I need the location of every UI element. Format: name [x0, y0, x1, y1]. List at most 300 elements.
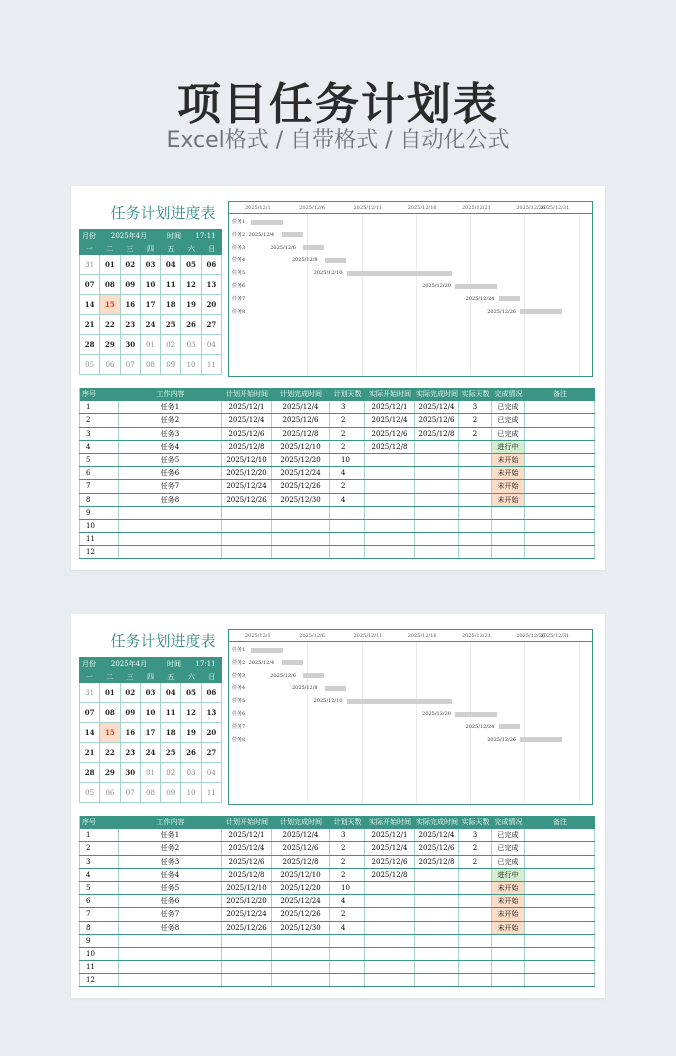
row-number: 5	[79, 882, 119, 894]
remark	[525, 507, 595, 519]
calendar-day: 31	[79, 683, 100, 702]
calendar-week-row	[79, 355, 222, 375]
gantt-date-label: 2025/12/6	[299, 633, 325, 639]
task-name	[119, 546, 222, 558]
actual-end: 2025/12/6	[415, 414, 459, 426]
calendar-day: 21	[79, 743, 100, 762]
row-number: 9	[79, 935, 119, 947]
table-row	[79, 974, 595, 987]
plan-end: 2025/12/6	[272, 414, 330, 426]
actual-end	[415, 520, 459, 532]
row-number: 7	[79, 908, 119, 920]
plan-start	[222, 507, 272, 519]
plan-start	[222, 533, 272, 545]
plan-start: 2025/12/20	[222, 895, 272, 907]
column-header: 计划开始时间	[226, 818, 268, 826]
plan-start	[222, 520, 272, 532]
calendar-day: 25	[161, 743, 181, 762]
plan-start: 2025/12/1	[222, 401, 272, 413]
table-row	[79, 856, 595, 869]
remark	[525, 908, 595, 920]
plan-days: 2	[330, 414, 365, 426]
gantt-bar	[303, 673, 324, 678]
calendar-day: 06	[202, 255, 222, 274]
actual-end	[415, 882, 459, 894]
table-row	[79, 935, 595, 948]
actual-start	[365, 882, 415, 894]
gantt-date-label: 2025/12/6	[299, 205, 325, 211]
calendar-day: 18	[161, 295, 181, 314]
remark	[525, 533, 595, 545]
calendar-day: 10	[141, 703, 161, 722]
calendar-day: 22	[100, 743, 120, 762]
hero-subtitle: Excel格式 / 自带格式 / 自动化公式	[166, 128, 510, 153]
calendar-grid	[79, 255, 222, 375]
gantt-task-label: 任务3	[232, 244, 246, 251]
calendar-day: 26	[181, 315, 201, 334]
actual-end	[415, 494, 459, 506]
calendar-day: 19	[181, 723, 201, 742]
column-header: 备注	[553, 390, 567, 398]
plan-days: 3	[330, 401, 365, 413]
gantt-chart	[228, 201, 593, 377]
plan-start	[222, 948, 272, 960]
column-header: 实际开始时间	[369, 390, 411, 398]
plan-days: 2	[330, 428, 365, 440]
hero-title: 项目任务计划表	[177, 79, 499, 130]
status-cell: 未开始	[492, 467, 525, 479]
gantt-date-label: 2025/12/16	[407, 633, 437, 639]
actual-days	[459, 520, 492, 532]
plan-days: 2	[330, 842, 365, 854]
calendar-day: 01	[141, 763, 161, 782]
calendar-day: 11	[161, 703, 181, 722]
gantt-bar	[325, 258, 346, 263]
actual-start: 2025/12/6	[365, 428, 415, 440]
gantt-task-label: 任务6	[232, 711, 246, 717]
actual-days: 2	[459, 842, 492, 854]
task-name: 任务4	[119, 869, 222, 881]
calendar-day: 03	[141, 255, 161, 274]
gantt-task-label: 任务3	[232, 672, 246, 679]
actual-days: 2	[459, 414, 492, 426]
calendar-week-row	[79, 783, 222, 803]
gantt-date-label: 2025/12/26	[516, 633, 546, 639]
actual-days	[459, 480, 492, 492]
plan-end: 2025/12/8	[272, 856, 330, 868]
plan-start: 2025/12/8	[222, 869, 272, 881]
status-cell	[492, 974, 525, 986]
actual-days	[459, 922, 492, 934]
calendar-day: 17	[141, 295, 161, 314]
plan-end: 2025/12/4	[272, 829, 330, 841]
calendar-day: 11	[161, 275, 181, 294]
plan-days: 4	[330, 467, 365, 479]
table-row	[79, 480, 595, 493]
plan-end: 2025/12/30	[272, 922, 330, 934]
month-label: 月份	[82, 232, 96, 240]
gantt-start-label: 2025/12/20	[422, 283, 451, 289]
table-row	[79, 895, 595, 908]
plan-start: 2025/12/24	[222, 480, 272, 492]
remark	[525, 895, 595, 907]
actual-start: 2025/12/1	[365, 829, 415, 841]
sheet-title: 任务计划进度表	[110, 632, 216, 650]
plan-start: 2025/12/1	[222, 829, 272, 841]
task-name	[119, 974, 222, 986]
table-header	[79, 816, 595, 829]
column-header: 计划完成时间	[280, 818, 322, 826]
calendar-day: 06	[202, 683, 222, 702]
task-name: 任务1	[119, 401, 222, 413]
actual-end	[415, 935, 459, 947]
gantt-gridline	[579, 214, 580, 376]
calendar-week-row	[79, 743, 222, 763]
calendar-day: 30	[121, 763, 141, 782]
actual-start	[365, 454, 415, 466]
table-row	[79, 842, 595, 855]
calendar-day: 10	[181, 355, 201, 374]
calendar-week-row	[79, 315, 222, 335]
gantt-gridline	[524, 214, 525, 376]
column-header: 计划开始时间	[226, 390, 268, 398]
gantt-bar	[347, 699, 452, 704]
task-name	[119, 520, 222, 532]
actual-days	[459, 961, 492, 973]
plan-days: 2	[330, 856, 365, 868]
plan-start: 2025/12/26	[222, 494, 272, 506]
actual-start	[365, 974, 415, 986]
remark	[525, 414, 595, 426]
calendar-week-row	[79, 763, 222, 783]
plan-days: 4	[330, 494, 365, 506]
table-row	[79, 869, 595, 882]
calendar-header	[79, 229, 222, 243]
gantt-date-label: 2025/12/21	[462, 633, 491, 639]
gantt-date-label: 2025/12/31	[540, 205, 570, 211]
weekday-label: 日	[208, 673, 216, 681]
plan-start	[222, 961, 272, 973]
plan-end: 2025/12/8	[272, 428, 330, 440]
calendar-day: 03	[181, 763, 201, 782]
gantt-date-label: 2025/12/1	[245, 205, 271, 211]
calendar-day: 03	[181, 335, 201, 354]
gantt-task-label: 任务7	[232, 723, 246, 730]
status-cell: 未开始	[492, 922, 525, 934]
gantt-bar	[282, 232, 303, 237]
actual-days: 2	[459, 856, 492, 868]
actual-days	[459, 454, 492, 466]
calendar-day: 25	[161, 315, 181, 334]
task-name: 任务8	[119, 494, 222, 506]
month-label: 月份	[82, 660, 96, 668]
gantt-date-label: 2025/12/31	[540, 633, 570, 639]
gantt-start-label: 2025/12/4	[248, 659, 275, 666]
gantt-date-label: 2025/12/1	[245, 633, 271, 639]
calendar-day: 30	[121, 335, 141, 354]
row-number: 11	[79, 961, 119, 973]
calendar-day: 28	[79, 763, 100, 782]
plan-end: 2025/12/26	[272, 908, 330, 920]
column-header: 实际天数	[461, 818, 490, 826]
actual-end	[415, 507, 459, 519]
column-header: 实际完成时间	[416, 390, 458, 398]
plan-end: 2025/12/4	[272, 401, 330, 413]
calendar-header	[79, 657, 222, 671]
calendar-day: 17	[141, 723, 161, 742]
row-number: 5	[79, 454, 119, 466]
table-row	[79, 829, 595, 842]
gantt-start-label: 2025/12/8	[291, 685, 318, 692]
table-row	[79, 467, 595, 480]
plan-start	[222, 935, 272, 947]
plan-days: 2	[330, 908, 365, 920]
calendar-day: 14	[79, 295, 100, 314]
remark	[525, 441, 595, 453]
gantt-task-label: 任务5	[232, 270, 246, 277]
table-row	[79, 428, 595, 441]
weekday-label: 三	[126, 673, 134, 681]
gantt-start-label: 2025/12/20	[422, 711, 451, 717]
gantt-bar	[520, 737, 562, 742]
plan-end: 2025/12/24	[272, 467, 330, 479]
remark	[525, 882, 595, 894]
gantt-date-label: 2025/12/21	[462, 205, 491, 211]
calendar-week-row	[79, 255, 222, 275]
calendar-day: 21	[79, 315, 100, 334]
calendar-week-row	[79, 723, 222, 743]
calendar-day: 31	[79, 255, 100, 274]
row-number: 9	[79, 507, 119, 519]
calendar-week-row	[79, 275, 222, 295]
actual-start: 2025/12/8	[365, 441, 415, 453]
actual-end	[415, 467, 459, 479]
calendar-day: 02	[121, 683, 141, 702]
actual-days	[459, 533, 492, 545]
status-cell: 未开始	[492, 908, 525, 920]
gantt-gridline	[307, 642, 308, 804]
gantt-date-label: 2025/12/16	[407, 205, 437, 211]
table-header	[79, 388, 595, 401]
gantt-start-label: 2025/12/10	[313, 270, 343, 277]
gantt-start-label: 2025/12/24	[465, 723, 495, 730]
row-number: 4	[79, 869, 119, 881]
task-name	[119, 961, 222, 973]
plan-start: 2025/12/20	[222, 467, 272, 479]
calendar-day: 07	[121, 783, 141, 802]
status-cell: 已完成	[492, 842, 525, 854]
gantt-start-label: 2025/12/24	[465, 295, 495, 302]
actual-end: 2025/12/4	[415, 829, 459, 841]
table-row	[79, 520, 595, 533]
plan-end: 2025/12/24	[272, 895, 330, 907]
status-cell	[492, 520, 525, 532]
actual-days: 3	[459, 829, 492, 841]
plan-days	[330, 520, 365, 532]
remark	[525, 494, 595, 506]
calendar-day: 27	[202, 315, 222, 334]
calendar-day: 16	[121, 295, 141, 314]
calendar-day: 23	[121, 743, 141, 762]
actual-start	[365, 935, 415, 947]
plan-days	[330, 948, 365, 960]
plan-end: 2025/12/10	[272, 869, 330, 881]
gantt-task-label: 任务7	[232, 295, 246, 302]
weekday-label: 六	[187, 245, 195, 253]
weekday-label: 一	[85, 245, 93, 253]
row-number: 12	[79, 546, 119, 558]
task-table	[79, 816, 595, 987]
task-name	[119, 507, 222, 519]
plan-end	[272, 533, 330, 545]
gantt-date-label: 2025/12/11	[353, 205, 383, 211]
actual-start: 2025/12/4	[365, 414, 415, 426]
calendar-day: 04	[161, 255, 181, 274]
row-number: 8	[79, 494, 119, 506]
plan-start: 2025/12/6	[222, 428, 272, 440]
gantt-bar	[455, 284, 497, 289]
plan-days	[330, 935, 365, 947]
plan-start	[222, 546, 272, 558]
gantt-chart	[228, 629, 593, 805]
calendar-day: 02	[161, 335, 181, 354]
calendar-day: 07	[79, 703, 100, 722]
plan-end	[272, 507, 330, 519]
plan-days	[330, 974, 365, 986]
column-header: 实际开始时间	[369, 818, 411, 826]
actual-days: 2	[459, 428, 492, 440]
gantt-start-label: 2025/12/8	[291, 257, 318, 264]
remark	[525, 520, 595, 532]
column-header: 备注	[553, 818, 567, 826]
actual-days: 3	[459, 401, 492, 413]
calendar-day: 13	[202, 703, 222, 722]
weekday-label: 三	[126, 245, 134, 253]
plan-days: 10	[330, 454, 365, 466]
calendar-day: 26	[181, 743, 201, 762]
plan-start: 2025/12/10	[222, 454, 272, 466]
table-row	[79, 507, 595, 520]
gantt-start-label: 2025/12/6	[270, 244, 296, 251]
status-cell: 未开始	[492, 895, 525, 907]
plan-days: 4	[330, 922, 365, 934]
actual-start	[365, 961, 415, 973]
plan-start: 2025/12/26	[222, 922, 272, 934]
status-cell: 未开始	[492, 454, 525, 466]
remark	[525, 401, 595, 413]
row-number: 3	[79, 428, 119, 440]
status-cell	[492, 961, 525, 973]
gantt-start-label: 2025/12/4	[248, 231, 275, 238]
gantt-task-label: 任务1	[232, 647, 246, 653]
status-cell: 已完成	[492, 856, 525, 868]
table-row	[79, 922, 595, 935]
task-name: 任务3	[119, 856, 222, 868]
time-label: 时间	[167, 232, 181, 240]
calendar-day: 11	[202, 355, 222, 374]
time-value: 17:11	[195, 232, 216, 240]
gantt-date-axis	[229, 632, 592, 642]
gantt-bar	[282, 660, 303, 665]
actual-days	[459, 546, 492, 558]
calendar-day: 29	[100, 763, 120, 782]
task-name: 任务6	[119, 467, 222, 479]
calendar-day: 09	[121, 703, 141, 722]
plan-days	[330, 507, 365, 519]
calendar-weekdays	[79, 243, 222, 255]
remark	[525, 829, 595, 841]
weekday-label: 日	[208, 245, 216, 253]
table-row	[79, 533, 595, 546]
actual-start: 2025/12/8	[365, 869, 415, 881]
actual-end	[415, 533, 459, 545]
weekday-label: 四	[146, 673, 154, 681]
table-row	[79, 441, 595, 454]
status-cell: 已完成	[492, 428, 525, 440]
status-cell	[492, 546, 525, 558]
plan-days	[330, 546, 365, 558]
task-name: 任务4	[119, 441, 222, 453]
table-row	[79, 401, 595, 414]
actual-start	[365, 480, 415, 492]
actual-start	[365, 895, 415, 907]
task-name: 任务6	[119, 895, 222, 907]
calendar-day: 08	[100, 703, 120, 722]
table-row	[79, 908, 595, 921]
remark	[525, 948, 595, 960]
plan-end	[272, 948, 330, 960]
calendar-day: 18	[161, 723, 181, 742]
plan-end: 2025/12/6	[272, 842, 330, 854]
row-number: 6	[79, 467, 119, 479]
calendar-day: 05	[181, 683, 201, 702]
calendar-day: 27	[202, 743, 222, 762]
row-number: 11	[79, 533, 119, 545]
calendar-day: 14	[79, 723, 100, 742]
column-header: 计划完成时间	[280, 390, 322, 398]
table-row	[79, 546, 595, 559]
calendar-day: 09	[161, 355, 181, 374]
task-name	[119, 533, 222, 545]
status-cell	[492, 935, 525, 947]
calendar	[79, 229, 222, 375]
gantt-task-label: 任务5	[232, 698, 246, 705]
calendar-day: 01	[100, 255, 120, 274]
status-cell	[492, 507, 525, 519]
status-cell: 已完成	[492, 829, 525, 841]
calendar-grid	[79, 683, 222, 803]
column-header: 序号	[79, 388, 119, 401]
plan-days: 2	[330, 441, 365, 453]
actual-start	[365, 533, 415, 545]
calendar-day: 10	[141, 275, 161, 294]
plan-end: 2025/12/20	[272, 882, 330, 894]
row-number: 1	[79, 829, 119, 841]
gantt-gridline	[416, 214, 417, 376]
plan-days: 2	[330, 869, 365, 881]
remark	[525, 935, 595, 947]
calendar-day: 07	[79, 275, 100, 294]
gantt-task-label: 任务8	[232, 736, 246, 743]
calendar-day: 10	[181, 783, 201, 802]
calendar-day: 03	[141, 683, 161, 702]
actual-days	[459, 467, 492, 479]
gantt-bar	[303, 245, 324, 250]
status-cell	[492, 948, 525, 960]
time-value: 17:11	[195, 660, 216, 668]
status-cell	[492, 533, 525, 545]
remark	[525, 961, 595, 973]
